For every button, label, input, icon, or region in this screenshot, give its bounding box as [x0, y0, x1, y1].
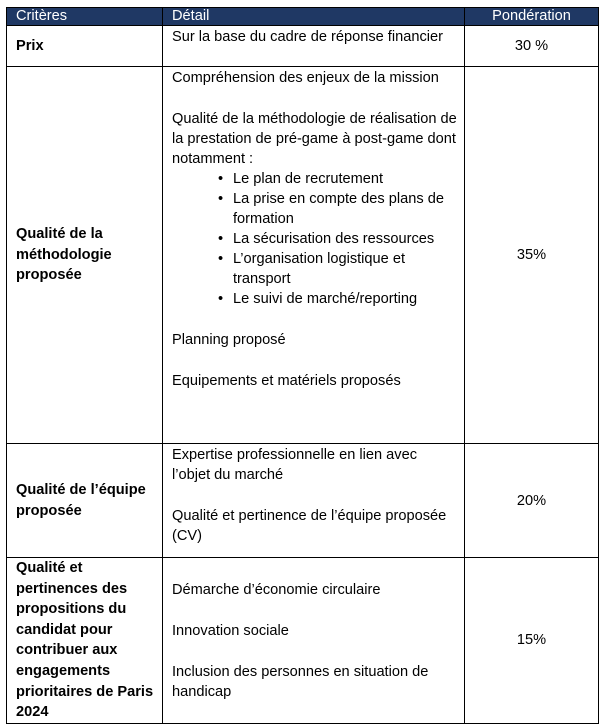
- weight-cell: 35%: [465, 67, 599, 444]
- detail-text: Sur la base du cadre de réponse financier: [172, 29, 443, 45]
- table-row: [7, 67, 599, 444]
- detail-cell: [163, 26, 465, 67]
- detail-text: Planning proposé: [172, 332, 286, 348]
- weight-cell: 20%: [465, 444, 599, 558]
- bullet-list: [172, 169, 458, 309]
- header-criteres: Critères: [7, 8, 163, 26]
- header-ponderation: Pondération: [465, 8, 599, 26]
- list-item: • La sécurisation des ressources: [218, 231, 435, 247]
- list-item: • Le suivi de marché/reporting: [218, 291, 418, 307]
- weight-cell: 30 %: [465, 26, 599, 67]
- criterion-cell: Qualité de la méthodologie proposée: [7, 67, 163, 444]
- detail-text: Démarche d’économie circulaire: [172, 581, 381, 598]
- criterion-cell: Qualité de l’équipe proposée: [7, 444, 163, 558]
- detail-text: Qualité de la méthodologie de réalisation de la prestation de pré-game à post-game dont notamment :: [172, 111, 457, 167]
- table-header-row: [7, 8, 599, 26]
- detail-text: Compréhension des enjeux de la mission: [172, 70, 439, 86]
- criteria-table: [6, 7, 599, 724]
- list-item: • Le plan de recrutement: [218, 171, 384, 187]
- detail-text: Inclusion des personnes en situation de handicap: [172, 663, 429, 700]
- detail-cell: [163, 444, 465, 558]
- weight-cell: 15%: [465, 558, 599, 724]
- table-row: [7, 444, 599, 558]
- detail-cell: [163, 558, 465, 724]
- list-item: • L’organisation logistique et transport: [218, 251, 406, 287]
- table-row: [7, 558, 599, 724]
- criterion-cell: Prix: [7, 26, 163, 67]
- detail-text: Expertise professionnelle en lien avec l’objet du marché: [172, 447, 417, 483]
- detail-text: Qualité et pertinence de l’équipe proposée (CV): [172, 508, 447, 544]
- detail-text: Innovation sociale: [172, 622, 289, 639]
- list-item: • La prise en compte des plans de formation: [218, 191, 444, 227]
- table-row: [7, 26, 599, 67]
- detail-text: Equipements et matériels proposés: [172, 373, 401, 389]
- detail-cell: [163, 67, 465, 444]
- header-detail: Détail: [163, 8, 465, 26]
- criterion-cell: Qualité et pertinences des propositions du candidat pour contribuer aux engagements prioritaires de Paris 2024: [7, 558, 163, 724]
